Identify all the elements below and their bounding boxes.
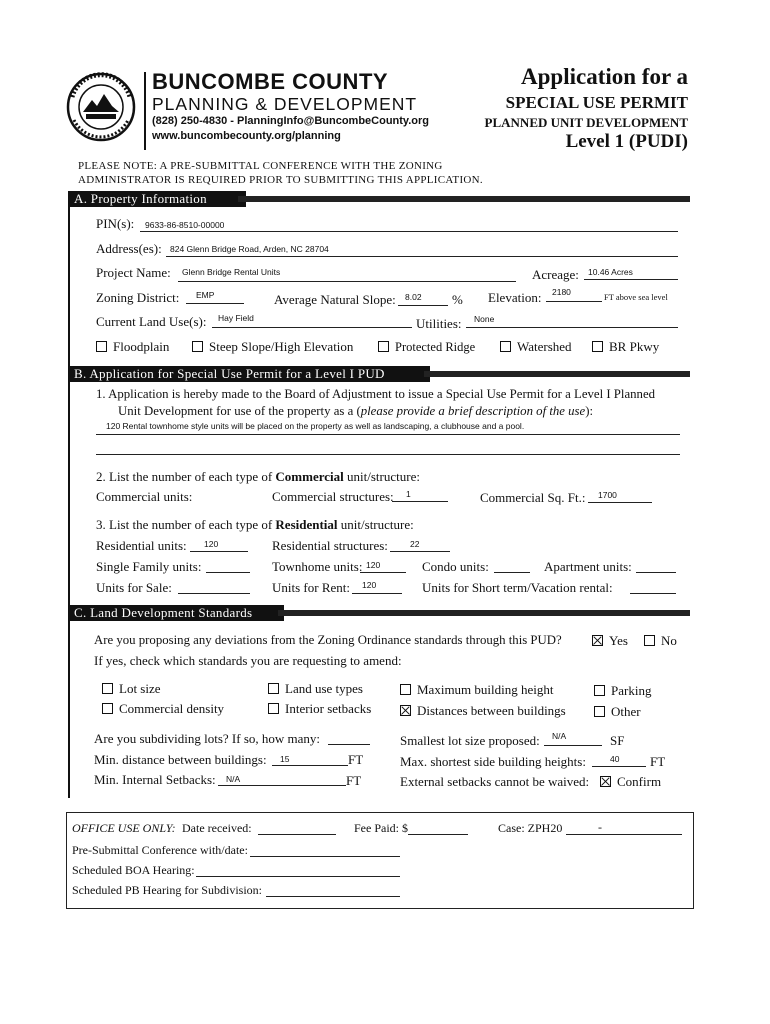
elevation-label: Elevation: <box>488 290 542 305</box>
smallest-lot-label: Smallest lot size proposed: <box>400 733 540 748</box>
if-yes-instruction: If yes, check which standards you are requesting to amend: <box>94 653 402 668</box>
q2-text-a: 2. List the number of each type of <box>96 469 276 484</box>
pb-hearing-label: Scheduled PB Hearing for Subdivision: <box>72 883 262 897</box>
single-family-label: Single Family units: <box>96 559 202 574</box>
deviation-no[interactable] <box>644 633 677 649</box>
date-received-underline <box>258 834 336 835</box>
address-label: Address(es): <box>96 241 162 256</box>
project-name-label: Project Name: <box>96 265 171 280</box>
units-for-sale-underline <box>178 593 250 594</box>
standard-label: Maximum building height <box>417 682 554 697</box>
standard-other[interactable] <box>594 704 641 720</box>
checkbox-icon <box>268 683 279 694</box>
confirm-label: Confirm <box>617 774 662 789</box>
section-b-rule <box>424 371 690 377</box>
slope-field[interactable]: 8.02 <box>405 292 422 302</box>
office-use-label <box>72 821 176 836</box>
checkbox-protected-ridge[interactable] <box>378 340 475 355</box>
q2-heading <box>96 469 420 485</box>
commercial-structures-underline <box>392 501 448 502</box>
form-title-line3: PLANNED UNIT DEVELOPMENT <box>484 115 688 130</box>
checkbox-steep-slope[interactable] <box>192 339 353 355</box>
q2-text-c: unit/structure: <box>343 469 420 484</box>
county-seal <box>66 72 136 142</box>
smallest-lot-unit: SF <box>610 733 625 748</box>
residential-units-underline <box>190 551 248 552</box>
min-setbacks-label: Min. Internal Setbacks: <box>94 772 216 787</box>
land-use-underline <box>212 327 412 328</box>
elevation-underline <box>546 301 602 302</box>
form-title-line1: Application for a <box>521 64 688 89</box>
org-name: BUNCOMBE COUNTY <box>152 69 389 94</box>
case-dash: - <box>598 820 602 834</box>
min-distance-unit: FT <box>348 752 364 767</box>
date-received-label: Date received: <box>182 821 252 835</box>
standard-lot-size[interactable] <box>102 681 161 697</box>
pin-label: PIN(s): <box>96 216 135 231</box>
utilities-field[interactable]: None <box>474 314 495 324</box>
boa-hearing-underline <box>196 876 400 877</box>
min-setbacks-unit: FT <box>346 773 362 788</box>
website-link[interactable]: www.buncombecounty.org/planning <box>152 130 341 142</box>
q1-text-b: please provide a brief description of the use <box>360 404 586 418</box>
department: PLANNING & DEVELOPMENT <box>152 94 418 114</box>
apartment-underline <box>636 572 676 573</box>
land-use-label: Current Land Use(s): <box>96 314 207 329</box>
townhome-label: Townhome units: <box>272 559 363 574</box>
checkbox-icon <box>192 341 203 352</box>
utilities-underline <box>466 327 678 328</box>
min-distance-underline <box>272 765 348 766</box>
pin-field[interactable]: 9633-86-8510-00000 <box>145 220 225 230</box>
section-a-title: A. Property Information <box>74 191 207 206</box>
q3-text-b: Residential <box>275 517 338 532</box>
elevation-unit: FT above sea level <box>604 292 668 302</box>
q1-text-a: Unit Development for use of the property as a ( <box>118 404 361 418</box>
slope-label: Average Natural Slope: <box>274 292 396 307</box>
commercial-units-label: Commercial units: <box>96 489 193 504</box>
section-c-heading <box>68 605 284 621</box>
residential-structures-underline <box>390 551 450 552</box>
land-use-field[interactable]: Hay Field <box>218 313 254 323</box>
checkbox-icon <box>594 685 605 696</box>
units-for-rent-field[interactable]: 120 <box>362 580 377 590</box>
single-family-underline <box>206 572 250 573</box>
checkbox-icon <box>644 635 655 646</box>
project-name-field[interactable]: Glenn Bridge Rental Units <box>182 267 281 277</box>
standard-interior-setbacks[interactable] <box>268 701 371 717</box>
units-for-rent-label: Units for Rent: <box>272 580 350 595</box>
checkbox-icon <box>500 341 511 352</box>
standard-label: Parking <box>611 683 652 698</box>
deviation-yes[interactable] <box>592 633 628 649</box>
notice-line-1: PLEASE NOTE: A PRE-SUBMITTAL CONFERENCE WITH THE ZONING <box>78 160 443 172</box>
checkbox-label: Floodplain <box>113 339 170 354</box>
project-name-underline <box>178 281 516 282</box>
min-distance-label: Min. distance between buildings: <box>94 752 267 767</box>
standard-label: Other <box>611 704 641 719</box>
commercial-sqft-field[interactable]: 1700 <box>598 490 617 500</box>
commercial-structures-field[interactable]: 1 <box>406 489 411 499</box>
acreage-field[interactable]: 10.46 Acres <box>588 267 633 277</box>
pb-hearing-underline <box>266 896 400 897</box>
condo-underline <box>494 572 530 573</box>
standard-parking[interactable] <box>594 683 651 699</box>
external-setbacks-label: External setbacks cannot be waived: <box>400 774 590 789</box>
max-shortest-label: Max. shortest side building heights: <box>400 754 586 769</box>
section-a-frame <box>68 207 70 367</box>
standard-max-height[interactable] <box>400 682 554 698</box>
no-label: No <box>661 633 677 648</box>
section-c-rule <box>278 610 690 616</box>
short-term-underline <box>630 593 676 594</box>
checkbox-icon <box>268 703 279 714</box>
townhome-underline <box>360 572 406 573</box>
residential-structures-label: Residential structures: <box>272 538 388 553</box>
max-shortest-field[interactable]: 40 <box>610 754 620 764</box>
external-setbacks-confirm[interactable] <box>600 774 661 790</box>
commercial-structures-label: Commercial structures: <box>272 489 394 504</box>
zoning-district-label: Zoning District: <box>96 290 180 305</box>
standard-distances[interactable] <box>400 703 566 719</box>
deviation-question: Are you proposing any deviations from the Zoning Ordinance standards through this PUD? <box>94 633 562 647</box>
standard-label: Commercial density <box>119 701 225 716</box>
standard-label: Land use types <box>285 681 363 696</box>
case-label: Case: ZPH20 <box>498 821 563 835</box>
checkbox-icon <box>378 341 389 352</box>
townhome-field[interactable]: 120 <box>366 560 381 570</box>
min-setbacks-underline <box>218 785 346 786</box>
header-divider <box>144 72 146 150</box>
checkbox-label: Watershed <box>517 339 572 354</box>
standard-label: Distances between buildings <box>417 703 566 718</box>
use-description-underline-1 <box>96 434 680 435</box>
residential-units-field[interactable]: 120 <box>204 539 219 549</box>
checkbox-icon <box>594 706 605 717</box>
checkbox-icon <box>102 683 113 694</box>
checked-box-icon <box>592 635 603 646</box>
boa-hearing-label: Scheduled BOA Hearing: <box>72 863 195 877</box>
checkbox-icon <box>400 684 411 695</box>
county-seal-icon <box>66 72 136 142</box>
section-b-heading <box>68 366 430 382</box>
q1-line2 <box>118 404 593 419</box>
standard-land-use-types[interactable] <box>268 681 363 697</box>
section-b-frame <box>68 382 70 606</box>
checkbox-icon <box>592 341 603 352</box>
form-title-line2: SPECIAL USE PERMIT <box>505 93 688 112</box>
use-description-field[interactable]: 120 Rental townhome style units will be placed on the property as well as landscaping, a clubhouse and a pool. <box>106 421 525 431</box>
checked-box-icon <box>400 705 411 716</box>
elevation-field[interactable]: 2180 <box>552 287 571 297</box>
checkbox-floodplain[interactable] <box>96 339 169 355</box>
pre-submittal-underline <box>250 856 400 857</box>
subdividing-underline <box>328 744 370 745</box>
slope-unit: % <box>452 292 463 307</box>
q3-heading <box>96 517 414 533</box>
commercial-sqft-underline <box>588 502 652 503</box>
use-description-underline-2 <box>96 454 680 455</box>
section-a-heading <box>68 191 246 207</box>
utilities-label: Utilities: <box>416 316 462 331</box>
commercial-sqft-label: Commercial Sq. Ft.: <box>480 490 586 505</box>
acreage-label: Acreage: <box>532 267 579 282</box>
section-a-rule <box>238 196 690 202</box>
q1-line1: 1. Application is hereby made to the Board of Adjustment to issue a Special Use Permit for a Level I Planned <box>96 387 656 401</box>
smallest-lot-field[interactable]: N/A <box>552 731 567 741</box>
checked-box-icon <box>600 776 611 787</box>
standard-label: Interior setbacks <box>285 701 372 716</box>
notice-line-2: ADMINISTRATOR IS REQUIRED PRIOR TO SUBMITTING THIS APPLICATION. <box>78 174 483 186</box>
q2-text-b: Commercial <box>275 469 344 484</box>
standard-commercial-density[interactable] <box>102 701 224 717</box>
min-distance-field[interactable]: 15 <box>280 754 290 764</box>
standard-label: Lot size <box>119 681 161 696</box>
checkbox-br-pkwy[interactable] <box>592 339 659 355</box>
q3-text-a: 3. List the number of each type of <box>96 517 276 532</box>
office-use-title: OFFICE USE ONLY: <box>72 821 176 835</box>
section-b-title: B. Application for Special Use Permit for a Level I PUD <box>74 366 385 381</box>
max-shortest-unit: FT <box>650 754 666 769</box>
acreage-underline <box>584 279 678 280</box>
zoning-underline <box>186 303 244 304</box>
form-title-line4: Level 1 (PUDI) <box>565 131 688 152</box>
address-field[interactable]: 824 Glenn Bridge Road, Arden, NC 28704 <box>170 244 329 254</box>
condo-label: Condo units: <box>422 559 489 574</box>
section-c-title: C. Land Development Standards <box>74 605 253 620</box>
short-term-label: Units for Short term/Vacation rental: <box>422 580 613 595</box>
residential-units-label: Residential units: <box>96 538 187 553</box>
q3-text-c: unit/structure: <box>337 517 414 532</box>
checkbox-watershed[interactable] <box>500 339 572 355</box>
units-for-sale-label: Units for Sale: <box>96 580 172 595</box>
checkbox-icon <box>96 341 107 352</box>
checkbox-label: Steep Slope/High Elevation <box>209 339 354 354</box>
slope-underline <box>398 305 448 306</box>
smallest-lot-underline <box>544 745 602 746</box>
zoning-district-field[interactable]: EMP <box>196 290 215 300</box>
checkbox-label: BR Pkwy <box>609 339 660 354</box>
checkbox-label: Protected Ridge <box>395 340 476 354</box>
address-underline <box>166 256 678 257</box>
residential-structures-field[interactable]: 22 <box>410 539 420 549</box>
subdividing-label: Are you subdividing lots? If so, how many: <box>94 731 321 746</box>
fee-paid-label: Fee Paid: $ <box>354 821 408 835</box>
q1-text-c: ): <box>585 404 594 418</box>
min-setbacks-field[interactable]: N/A <box>226 774 241 784</box>
case-underline <box>566 834 682 835</box>
checkbox-icon <box>102 703 113 714</box>
pre-submittal-label: Pre-Submittal Conference with/date: <box>72 843 248 857</box>
apartment-label: Apartment units: <box>544 559 632 574</box>
max-shortest-underline <box>592 766 646 767</box>
units-for-rent-underline <box>352 593 402 594</box>
section-c-frame <box>68 620 70 798</box>
fee-paid-underline <box>408 834 468 835</box>
contact-line: (828) 250-4830 - PlanningInfo@BuncombeCounty.org <box>152 115 430 127</box>
pin-underline <box>140 231 678 232</box>
yes-label: Yes <box>609 633 628 648</box>
